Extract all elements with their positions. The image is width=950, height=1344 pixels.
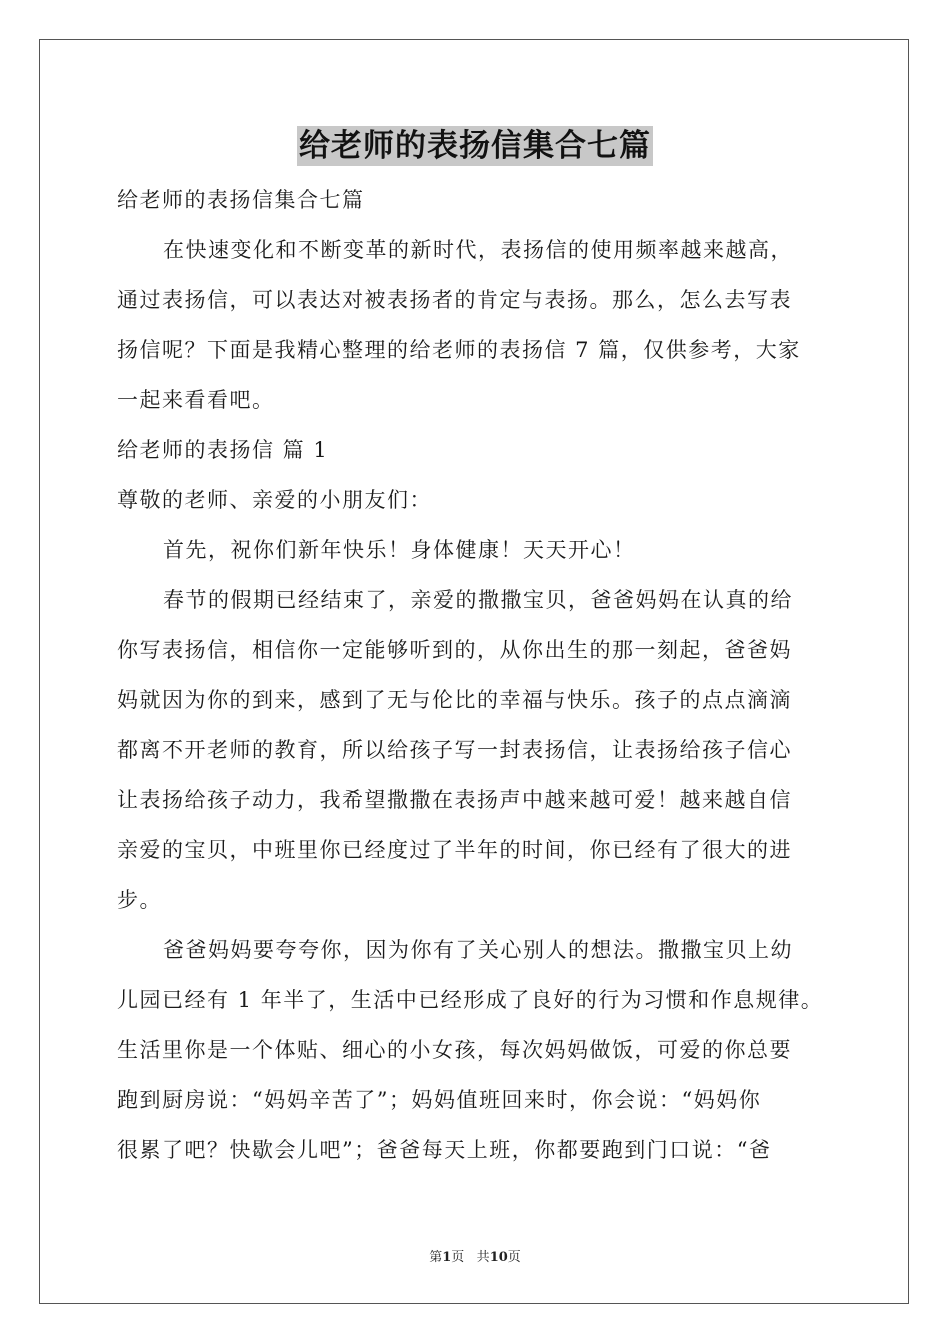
text-line: 让表扬给孩子动力，我希望撒撒在表扬声中越来越可爱！越来越自信 [117, 788, 792, 812]
footer-page-suffix: 页 [451, 1250, 465, 1265]
text-line: 步。 [117, 888, 162, 912]
document-body [117, 175, 842, 1175]
text-line: 尊敬的老师、亲爱的小朋友们： [117, 488, 432, 512]
text-line: 你写表扬信，相信你一定能够听到的，从你出生的那一刻起，爸爸妈 [117, 638, 792, 662]
text-line: 都离不开老师的教育，所以给孩子写一封表扬信，让表扬给孩子信心 [117, 738, 792, 762]
text-line: 跑到厨房说：“妈妈辛苦了”；妈妈值班回来时，你会说：“妈妈你 [117, 1088, 762, 1112]
text-line: 通过表扬信，可以表达对被表扬者的肯定与表扬。那么，怎么去写表 [117, 288, 792, 312]
text-line: 妈就因为你的到来，感到了无与伦比的幸福与快乐。孩子的点点滴滴 [117, 688, 792, 712]
text-line: 给老师的表扬信 篇 1 [117, 438, 329, 462]
document-title [0, 126, 950, 166]
text-line: 生活里你是一个体贴、细心的小女孩，每次妈妈做饭，可爱的你总要 [117, 1038, 792, 1062]
document-title-text: 给老师的表扬信集合七篇 [299, 128, 651, 164]
text-line: 很累了吧？快歇会儿吧”；爸爸每天上班，你都要跑到门口说：“爸 [117, 1138, 772, 1162]
text-line: 爸爸妈妈要夸夸你，因为你有了关心别人的想法。撒撒宝贝上幼 [163, 938, 793, 962]
text-line: 亲爱的宝贝，中班里你已经度过了半年的时间，你已经有了很大的进 [117, 838, 792, 862]
footer-page-number: 1 [442, 1250, 452, 1265]
footer-total-prefix: 共 [476, 1250, 490, 1265]
text-line: 首先，祝你们新年快乐！身体健康！天天开心！ [163, 538, 636, 562]
text-line: 扬信呢？下面是我精心整理的给老师的表扬信 7 篇，仅供参考，大家 [117, 338, 801, 362]
text-line: 在快速变化和不断变革的新时代，表扬信的使用频率越来越高， [163, 238, 793, 262]
text-line: 春节的假期已经结束了，亲爱的撒撒宝贝，爸爸妈妈在认真的给 [163, 588, 793, 612]
text-line: 给老师的表扬信集合七篇 [117, 188, 365, 212]
text-line: 儿园已经有 1 年半了，生活中已经形成了良好的行为习惯和作息规律。 [117, 988, 824, 1012]
page-footer [0, 1246, 950, 1265]
footer-page-prefix: 第 [429, 1250, 443, 1265]
footer-total-suffix: 页 [507, 1250, 521, 1265]
footer-total-pages: 10 [489, 1250, 508, 1265]
text-line: 一起来看看吧。 [117, 388, 275, 412]
